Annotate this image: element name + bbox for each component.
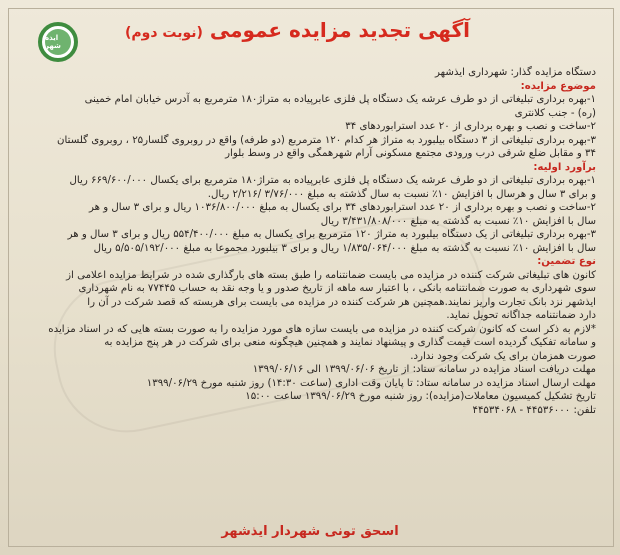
subject-header: موضوع مزایده: — [520, 80, 596, 92]
subject-line: ۳۴ و مقابل ضلع شرقی درب ورودی مجتمع مسکونی آرام شهرهمگی واقع در وسط بلوار — [225, 148, 596, 159]
guarantee-line: ایذشهر نزد بانک تجارت واریز نمایند.همچنین هر شرکت کننده در مزایده می بایست برای هربسته که قصد شرکت در آن را — [87, 296, 596, 308]
price-line: ۱-بهره برداری تبلیغاتی از دو طرف عرشه یک دستگاه پل فلزی عابرپیاده به متراژ۱۸۰ مترمربع برای یکسال ۶۶۹/۶۰۰/۰۰۰ ریال — [69, 175, 596, 186]
price-line: ۳-بهره برداری تبلیغاتی از یک دستگاه بیلبورد به متراژ ۱۲۰ مترمربع برای یکسال به مبلغ ۵۵۴/۴۰۰/۰۰۰ ریال و برای ۳ سال و هر — [67, 229, 596, 240]
date-line: تاریخ تشکیل کمیسیون معاملات(مزایده): روز شنبه مورخ ۱۳۹۹/۰۶/۲۹ ساعت ۱۵:۰۰ — [245, 391, 596, 402]
municipality-logo-icon — [38, 22, 78, 62]
signature: اسحق تونی شهردار ایذشهر — [221, 524, 399, 539]
guarantee-line: *لازم به ذکر است که کانون شرکت کننده در مزایده می بایست سازه های مورد مزایده را به صورت بسته هایی که در اسناد مزایده — [48, 323, 596, 335]
price-line: ۲-ساخت و نصب و بهره برداری از ۲۰ عدد استرابوردهای ۳۴ برای یکسال به مبلغ ۱۰۳۶/۸۰۰/۰۰۰ ریال و برای ۳ سال و هر — [88, 202, 596, 213]
guarantee-header: نوع تضمین: — [537, 256, 596, 267]
guarantee-line: و سامانه تفکیک گردیده است قیمت گذاری و پیشنهاد نمایند و همچنین هیچگونه منعی برای شرکت در هر پنج مزایده به — [104, 337, 596, 348]
notice-body — [20, 66, 596, 417]
price-header: برآورد اولیه: — [533, 161, 596, 173]
subject-line: ۲-ساخت و نصب و بهره برداری از ۲۰ عدد استرابوردهای ۳۴ — [345, 121, 596, 132]
subject-line: ۳-بهره برداری تبلیغاتی از ۳ دستگاه بیلبورد به متراژ هر کدام ۱۲۰ مترمربع (دو طرفه) واقع در روبروی گلسار۲۵ ، روبروی گلستان — [57, 134, 596, 146]
guarantee-line: صورت همزمان برای یک شرکت وجود ندارد. — [410, 350, 596, 362]
phone-line: تلفن: ۴۴۵۳۶۰۰۰ - ۴۴۵۳۴۰۶۸ — [472, 404, 596, 416]
guarantee-line: سوی شهرداری به صورت ضمانتنامه بانکی ، با اعتبار سه ماهه از تاریخ صدور و یا وجه نقد به حساب ۷۷۴۴۵ به نام شهرداری — [78, 283, 596, 294]
guarantee-line: دارد ضمانتنامه جداگانه تحویل نماید. — [446, 310, 596, 321]
date-line: مهلت دریافت اسناد مزایده در سامانه ستاد: از تاریخ ۱۳۹۹/۰۶/۰۶ الی ۱۳۹۹/۰۶/۱۶ — [252, 364, 596, 375]
logo-text: ایذه شهر — [45, 29, 71, 55]
price-line: و برای ۳ سال و هرسال با افزایش ۱۰٪ نسبت به سال گذشته به مبلغ ۳/۷۶/۰۰۰ /۲/۲۱۶ ریال. — [207, 188, 596, 200]
date-line: مهلت ارسال اسناد مزایده در سامانه ستاد: تا پایان وقت اداری (ساعت ۱۴:۳۰) روز شنبه مورخ ۱۳۹۹/۰۶/۲۹ — [146, 377, 596, 389]
auctioneer-line: دستگاه مزایده گذار: شهرداری ایذشهر — [435, 67, 596, 78]
title-sub: (نوبت دوم) — [124, 25, 203, 41]
subject-line: (ره) - جنب کلانتری — [514, 107, 596, 119]
subject-line: ۱-بهره برداری تبلیغاتی از دو طرف عرشه یک دستگاه پل فلزی عابرپیاده به متراژ۱۸۰ مترمربع به آدرس خیابان امام خمینی — [84, 94, 596, 105]
price-line: سال با افزایش ۱۰٪ نسبت به گذشته به مبلغ ۳/۴۳۱/۸۰۸/۰۰۰ ریال — [320, 215, 596, 227]
page-title — [124, 18, 470, 42]
title-main: آگهی تجدید مزایده عمومی — [209, 18, 470, 42]
guarantee-line: کانون های تبلیغاتی شرکت کننده در مزایده می بایست ضمانتنامه را طبق بسته های بارگذاری شده در شرایط مزایده اعلامی از — [66, 269, 596, 281]
price-line: سال با افزایش ۱۰٪ نسبت به گذشته به مبلغ ۱/۸۳۵/۰۶۴/۰۰۰ ریال و برای ۳ بیلبورد مجموعا به مبلغ ۵/۵۰۵/۱۹۲/۰۰۰ ریال — [93, 242, 596, 254]
